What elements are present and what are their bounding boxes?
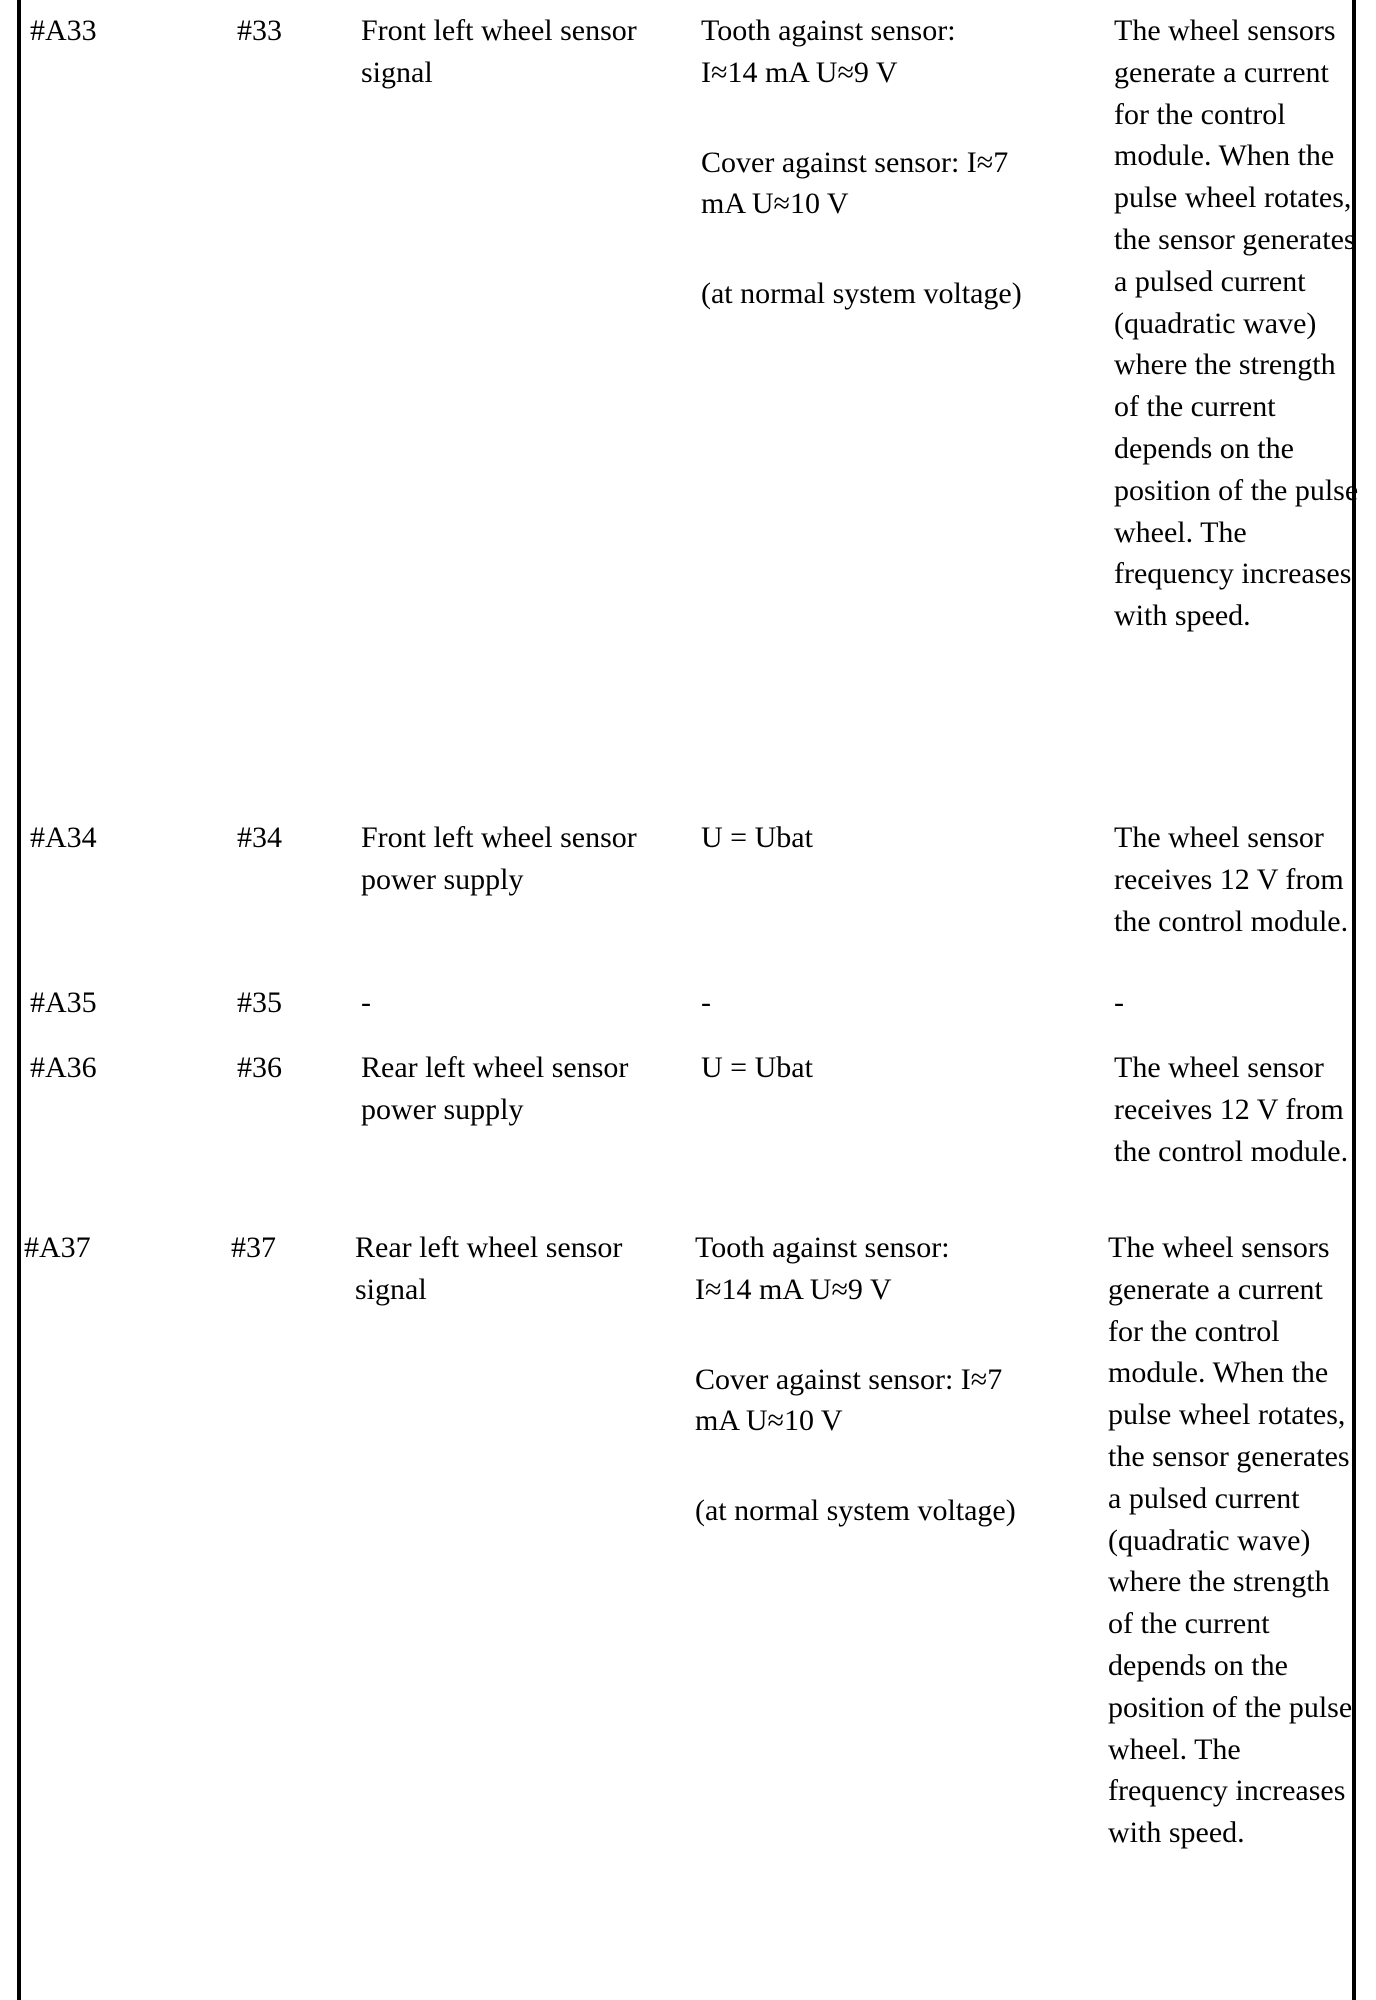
value-paragraph: (at normal system voltage) [695,1494,1016,1528]
value-paragraph: U = Ubat [701,821,813,854]
pin-number: #34 [237,821,282,854]
function-notes: The wheel sensor receives 12 V from the control module. [1114,821,1349,938]
signal-description: Front left wheel sensor signal [361,14,637,89]
pin-number: #36 [237,1051,282,1084]
value-paragraph: U = Ubat [701,1051,813,1084]
pin-number: #33 [237,14,282,47]
connector-code: #A37 [24,1231,91,1264]
value-paragraph: Tooth against sensor: I≈14 mA U≈9 V [695,1231,950,1306]
connector-code: #A34 [30,821,97,854]
function-notes: The wheel sensors generate a current for the control module. When the pulse wheel rotates, the sensor generates a pulsed current (quadratic wave) where the strength of the current depends on the position of the pulse wheel. The frequency increases with speed. [1108,1231,1353,1850]
pin-number: #37 [231,1231,276,1264]
connector-code: #A33 [30,14,97,47]
measured-value [701,817,1101,859]
signal-description: - [361,986,371,1019]
function-notes: The wheel sensors generate a current for the control module. When the pulse wheel rotates, the sensor generates a pulsed current (quadratic wave) where the strength of the current depends on the position of the pulse wheel. The frequency increases with speed. [1114,14,1359,633]
signal-description: Rear left wheel sensor power supply [361,1051,629,1126]
value-paragraph: (at normal system voltage) [701,277,1022,311]
connector-code: #A36 [30,1051,97,1084]
measured-value [701,982,1101,1024]
value-paragraph: Cover against sensor: I≈7 mA U≈10 V [695,1362,1003,1438]
measured-value [701,1047,1101,1089]
value-paragraph: Tooth against sensor: I≈14 mA U≈9 V [701,14,956,89]
value-paragraph: Cover against sensor: I≈7 mA U≈10 V [701,145,1009,221]
measured-value [695,1227,1095,1532]
measured-value [701,10,1101,315]
value-paragraph: - [701,986,711,1019]
pin-number: #35 [237,986,282,1019]
signal-description: Front left wheel sensor power supply [361,821,637,896]
connector-code: #A35 [30,986,97,1019]
function-notes: The wheel sensor receives 12 V from the control module. [1114,1051,1349,1168]
signal-description: Rear left wheel sensor signal [355,1231,623,1306]
function-notes: - [1114,986,1124,1019]
table-left-border [17,0,21,2000]
